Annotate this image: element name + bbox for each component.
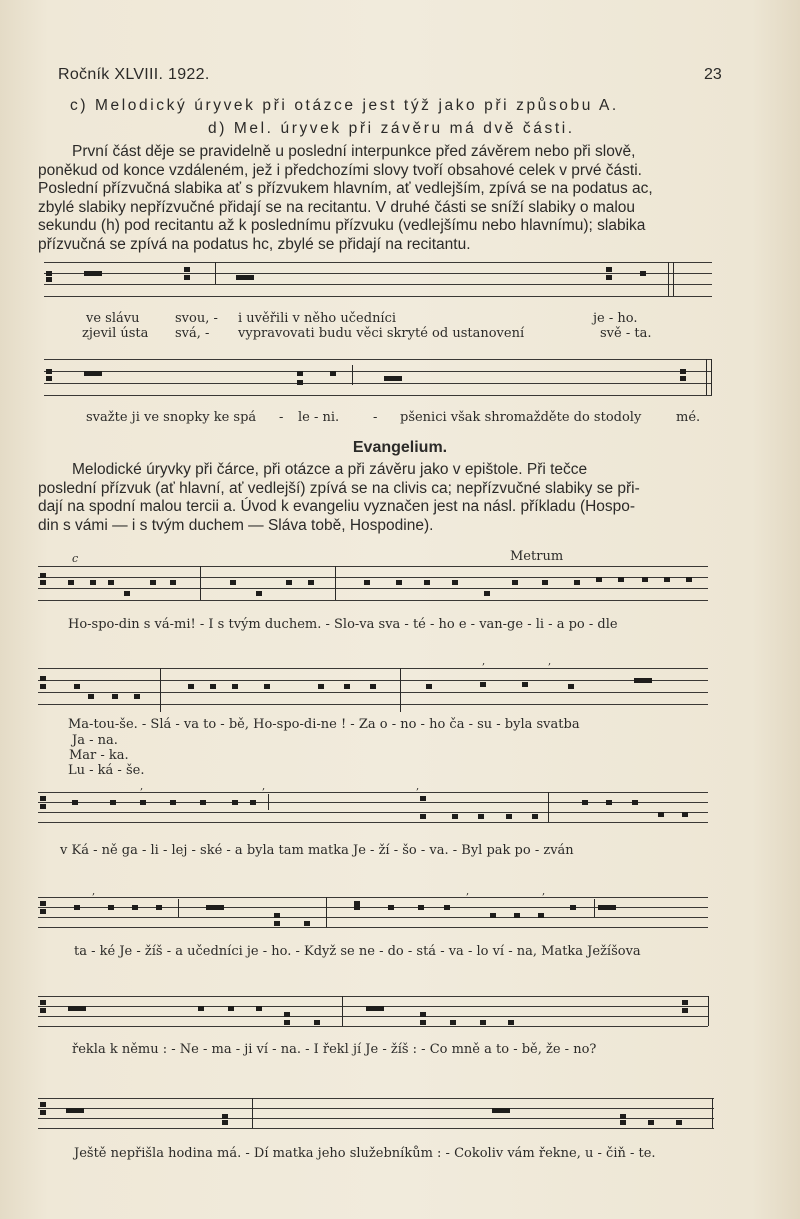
staff-line	[38, 927, 708, 928]
note	[648, 1120, 654, 1125]
note	[506, 814, 512, 819]
note	[682, 1000, 688, 1005]
note	[620, 1120, 626, 1125]
note	[596, 577, 602, 582]
note	[150, 580, 156, 585]
bar-line	[594, 899, 595, 917]
para1-line: přízvučná se zpívá na podatus hc, zbylé se přidají na recitantu.	[38, 235, 471, 253]
note	[492, 1108, 510, 1113]
staff-line	[38, 996, 708, 997]
note	[286, 580, 292, 585]
bar-line	[342, 996, 343, 1026]
note	[228, 1006, 234, 1011]
note	[46, 369, 52, 374]
note	[676, 1120, 682, 1125]
note	[232, 800, 238, 805]
note	[314, 1020, 320, 1025]
staff-line	[38, 577, 708, 578]
note	[478, 814, 484, 819]
note	[74, 905, 80, 910]
lyric: -	[373, 410, 378, 425]
note	[184, 275, 190, 280]
note	[124, 591, 130, 596]
music-staff-8	[38, 1098, 714, 1134]
note	[582, 800, 588, 805]
staff-line	[38, 692, 708, 693]
bar-line	[668, 262, 669, 296]
page-number: 23	[704, 66, 722, 83]
note	[46, 376, 52, 381]
lyric: Ještě nepřišla hodina má. - Dí matka jeho služebníkům : - Cokoliv vám řekne, u - čiň - te.	[74, 1146, 656, 1161]
lyric-alt: Lu - ká - še.	[68, 763, 145, 778]
note	[284, 1020, 290, 1025]
note	[618, 577, 624, 582]
note	[84, 271, 102, 276]
staff-line	[38, 1118, 714, 1119]
note	[72, 800, 78, 805]
note	[384, 376, 402, 381]
note	[682, 812, 688, 817]
accent-mark: ,	[542, 886, 546, 897]
note	[112, 694, 118, 699]
note	[304, 921, 310, 926]
note	[274, 921, 280, 926]
bar-line	[200, 566, 201, 600]
note	[284, 1012, 290, 1017]
bar-line	[706, 359, 707, 395]
note	[210, 684, 216, 689]
note	[354, 905, 360, 910]
section-title: Evangelium.	[352, 439, 448, 456]
note	[232, 684, 238, 689]
note	[420, 814, 426, 819]
note	[452, 814, 458, 819]
note	[40, 909, 46, 914]
note	[370, 684, 376, 689]
accent-mark: ,	[466, 886, 470, 897]
staff-line	[44, 359, 712, 360]
lyric: je - ho.	[593, 311, 638, 326]
lyric: svá, -	[175, 326, 210, 341]
music-staff-2	[44, 359, 712, 399]
staff-line	[44, 262, 712, 263]
note	[450, 1020, 456, 1025]
music-staff-7	[38, 996, 708, 1032]
lyric: mé.	[676, 410, 701, 425]
note	[532, 814, 538, 819]
note	[396, 580, 402, 585]
note	[90, 580, 96, 585]
note	[568, 684, 574, 689]
staff-line	[38, 897, 708, 898]
rule-d: d) Mel. úryvek při závěru má dvě části.	[208, 120, 575, 137]
staff-line	[38, 1026, 708, 1027]
lyric: zjevil ústa	[82, 326, 149, 341]
rule-c: c) Melodický úryvek při otázce jest týž jako při způsobu A.	[70, 97, 619, 114]
staff-line	[38, 1016, 708, 1017]
note	[490, 913, 496, 918]
note	[444, 905, 450, 910]
accent-mark: ,	[92, 886, 96, 897]
note	[198, 1006, 204, 1011]
note	[682, 1008, 688, 1013]
staff-line	[38, 792, 708, 793]
note	[40, 901, 46, 906]
note	[40, 676, 46, 681]
paragraph-1	[38, 143, 728, 255]
note	[40, 1008, 46, 1013]
note	[84, 371, 102, 376]
note	[598, 905, 616, 910]
lyric: i uvěřili v něho učedníci	[238, 311, 397, 326]
note	[606, 267, 612, 272]
note	[570, 905, 576, 910]
note	[264, 684, 270, 689]
note	[184, 267, 190, 272]
note	[68, 1006, 86, 1011]
staff-line	[44, 273, 712, 274]
note	[420, 796, 426, 801]
lyric: pšenici však shromažděte do stodoly	[400, 410, 642, 425]
music-staff-1	[44, 262, 712, 302]
para2-line: din s vámi — i s tvým duchem — Sláva tobě, Hospodine).	[38, 516, 434, 534]
staff-line	[44, 371, 712, 372]
staff-line	[38, 917, 708, 918]
note	[88, 694, 94, 699]
note	[620, 1114, 626, 1119]
staff-line	[44, 383, 712, 384]
clef-mark: c	[72, 552, 79, 565]
note	[538, 913, 544, 918]
note	[256, 1006, 262, 1011]
note	[188, 684, 194, 689]
staff-line	[38, 680, 708, 681]
note	[140, 800, 146, 805]
music-staff-4	[38, 668, 708, 712]
bar-line	[252, 1098, 253, 1128]
note	[222, 1114, 228, 1119]
note	[420, 1020, 426, 1025]
staff-line	[38, 822, 708, 823]
bar-line	[178, 899, 179, 917]
note	[74, 684, 80, 689]
note	[634, 678, 652, 683]
note	[606, 275, 612, 280]
note	[640, 271, 646, 276]
note	[424, 580, 430, 585]
lyric: vypravovati budu věci skryté od ustanovení	[238, 326, 525, 341]
note	[297, 380, 303, 385]
note	[308, 580, 314, 585]
accent-mark: ,	[548, 656, 552, 667]
note	[632, 800, 638, 805]
note	[256, 591, 262, 596]
lyric: svou, -	[175, 311, 218, 326]
staff-line	[38, 1128, 714, 1129]
music-staff-5	[38, 792, 708, 828]
note	[68, 580, 74, 585]
note	[452, 580, 458, 585]
note	[480, 682, 486, 687]
music-staff-6	[38, 897, 708, 933]
para1-line: zbylé slabiky nepřízvučné přidají se na recitantu. V druhé části se sníží slabiky o malou	[38, 198, 636, 216]
staff-line	[44, 395, 712, 396]
note	[642, 577, 648, 582]
note	[110, 800, 116, 805]
lyric: ve slávu	[86, 311, 140, 326]
note	[230, 580, 236, 585]
note	[132, 905, 138, 910]
note	[222, 1120, 228, 1125]
note	[40, 1110, 46, 1115]
note	[388, 905, 394, 910]
note	[108, 905, 114, 910]
note	[40, 1102, 46, 1107]
note	[250, 800, 256, 805]
note	[200, 800, 206, 805]
note	[344, 684, 350, 689]
note	[664, 577, 670, 582]
note	[66, 1108, 84, 1113]
note	[680, 376, 686, 381]
bar-line	[708, 996, 709, 1026]
note	[574, 580, 580, 585]
lyric: le - ni.	[298, 410, 340, 425]
para1-line: poněkud od konce vzdáleném, jež i předchozími slovy tvoří obsahové celek v prvé části.	[38, 161, 642, 179]
lyric: řekla k němu : - Ne - ma - ji ví - na. - I řekl jí Je - žíš : - Co mně a to - bě, že - no?	[72, 1042, 597, 1057]
note	[156, 905, 162, 910]
lyric: Ma-tou-še. - Slá - va to - bě, Ho-spo-di-ne ! - Za o - no - ho ča - su - byla svatba	[68, 717, 580, 732]
staff-line	[38, 704, 708, 705]
lyric: svažte ji ve snopky ke spá	[86, 410, 257, 425]
bar-line	[400, 668, 401, 712]
note	[40, 796, 46, 801]
staff-line	[38, 1098, 714, 1099]
lyric-alt: Ja - na.	[72, 733, 118, 748]
para1-line: Poslední přízvučná slabika ať s přízvukem hlavním, ať vedlejším, zpívá se na podatus ac,	[38, 180, 653, 198]
music-staff-3	[38, 566, 708, 606]
note	[318, 684, 324, 689]
note	[686, 577, 692, 582]
note	[480, 1020, 486, 1025]
note	[108, 580, 114, 585]
note	[420, 1012, 426, 1017]
note	[40, 580, 46, 585]
bar-line	[548, 792, 549, 822]
metrum-label: Metrum	[510, 549, 564, 564]
note	[606, 800, 612, 805]
note	[484, 591, 490, 596]
bar-line	[673, 262, 674, 296]
note	[170, 800, 176, 805]
running-header: Ročník XLVIII. 1922.	[58, 66, 210, 83]
note	[330, 371, 336, 376]
bar-line	[712, 1098, 713, 1128]
staff-line	[38, 600, 708, 601]
note	[512, 580, 518, 585]
staff-line	[44, 296, 712, 297]
bar-line	[711, 359, 712, 395]
note	[40, 684, 46, 689]
note	[508, 1020, 514, 1025]
note	[40, 1000, 46, 1005]
note	[542, 580, 548, 585]
staff-line	[38, 566, 708, 567]
lyric-alt: Mar - ka.	[69, 748, 129, 763]
bar-line	[268, 794, 269, 810]
note	[426, 684, 432, 689]
staff-line	[38, 668, 708, 669]
note	[522, 682, 528, 687]
accent-mark: ,	[416, 781, 420, 792]
note	[680, 369, 686, 374]
accent-mark: ,	[140, 781, 144, 792]
accent-mark: ,	[262, 781, 266, 792]
staff-line	[44, 284, 712, 285]
lyric: v Ká - ně ga - li - lej - ské - a byla tam matka Je - ží - šo - va. - Byl pak po - zván	[60, 843, 574, 858]
lyric: ta - ké Je - žíš - a učedníci je - ho. - Když se ne - do - stá - va - lo ví - na, Matka Ježíšova	[74, 944, 641, 959]
staff-line	[38, 812, 708, 813]
note	[40, 804, 46, 809]
note	[366, 1006, 384, 1011]
lyric: svě - ta.	[600, 326, 652, 341]
accent-mark: ,	[482, 656, 486, 667]
note	[206, 905, 224, 910]
bar-line	[335, 566, 336, 600]
bar-line	[352, 365, 353, 385]
lyric: Ho-spo-din s vá-mi! - I s tvým duchem. - Slo-va sva - té - ho e - van-ge - li - a po - dle	[68, 617, 618, 632]
para2-line: poslední přízvuk (ať hlavní, ať vedlejší) zpívá se na clivis ca; nepřízvučné slabiky se při-	[38, 479, 640, 497]
note	[46, 277, 52, 282]
lyric: -	[279, 410, 284, 425]
para1-line: sekundu (h) pod recitantu až k poslednímu přízvuku (vedlejšímu nebo hlavnímu); slabika	[38, 217, 646, 235]
note	[364, 580, 370, 585]
staff-line	[38, 588, 708, 589]
note	[46, 271, 52, 276]
para2-line: Melodické úryvky při čárce, při otázce a při závěru jako v epištole. Při tečce	[72, 461, 588, 478]
bar-line	[215, 262, 216, 284]
note	[236, 275, 254, 280]
note	[274, 913, 280, 918]
note	[170, 580, 176, 585]
note	[658, 812, 664, 817]
note	[134, 694, 140, 699]
note	[418, 905, 424, 910]
paragraph-2	[38, 461, 728, 535]
para1-line: První část děje se pravidelně u poslední interpunkce před závěrem nebo při slově,	[72, 143, 636, 160]
staff-line	[38, 1108, 714, 1109]
note	[297, 371, 303, 376]
para2-line: dají na spodní malou tercii a. Úvod k evangeliu vyznačen jest na násl. příkladu (Hospo-	[38, 498, 636, 516]
note	[40, 573, 46, 578]
bar-line	[160, 668, 161, 712]
note	[514, 913, 520, 918]
bar-line	[326, 897, 327, 927]
